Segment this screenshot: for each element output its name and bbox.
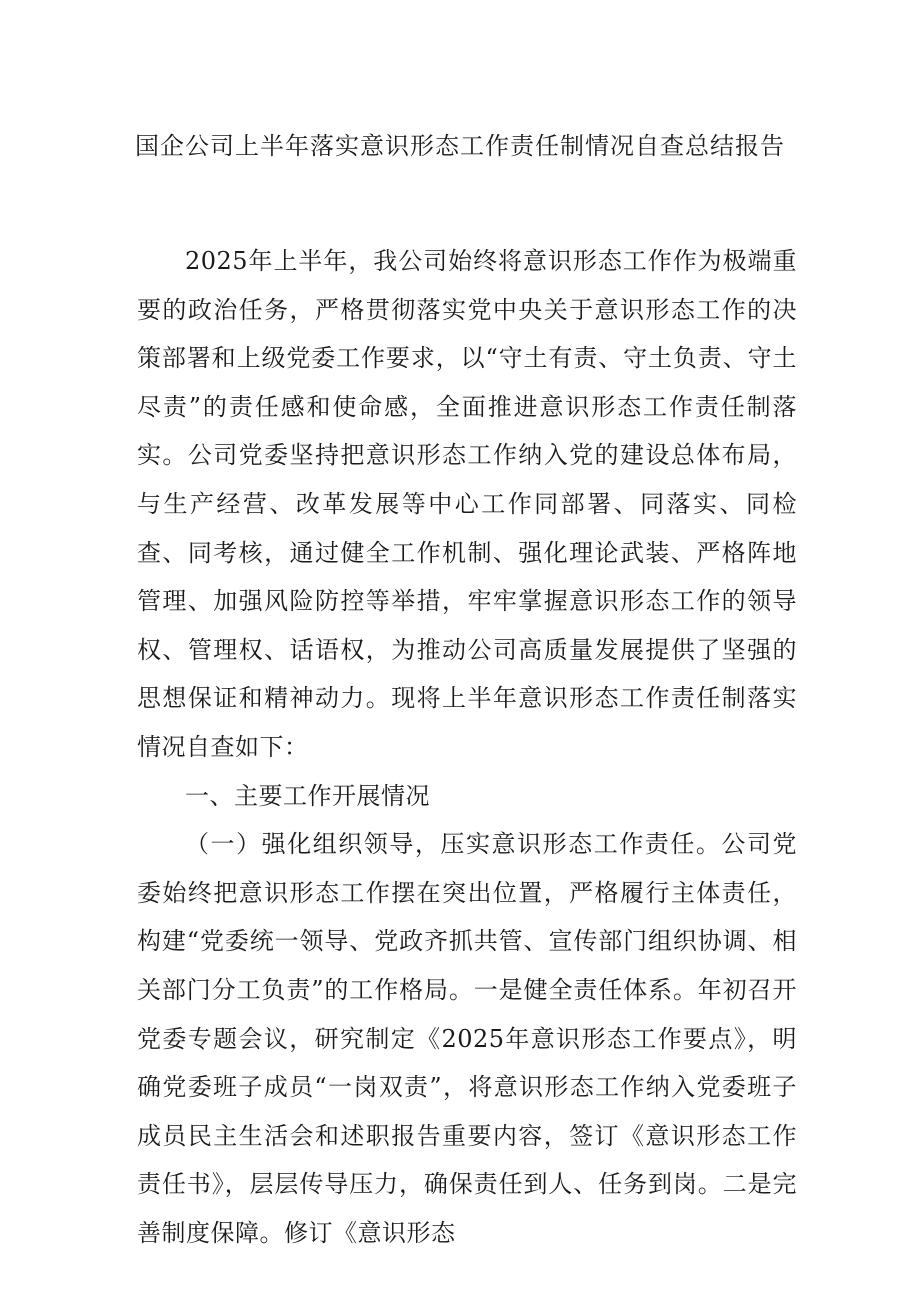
section-heading: 一、主要工作开展情况 [185,781,430,810]
intro-paragraph: 2025年上半年，我公司始终将意识形态工作作为极端重要的政治任务，严格贯彻落实党中央关于意识形态工作的决策部署和上级党委工作要求，以“守土有责、守土负责、守土尽责”的责任感和使命感，全面推进意识形态工作责任制落实。公司党委坚持把意识形态工作纳入党的建设总体布局，与生产经营、改革发展等中心工作同部署、同落实、同检查、同考核，通过健全工作机制、强化理论武装、严格阵地管理、加强风险防控等举措，牢牢掌握意识形态工作的领导权、管理权、话语权，为推动公司高质量发展提供了坚强的思想保证和精神动力。现将上半年意识形态工作责任制落实情况自查如下： [137,247,797,761]
document-body [137,237,797,1257]
document-title: 国企公司上半年落实意识形态工作责任制情况自查总结报告 [135,132,785,160]
body-paragraph: （一）强化组织领导，压实意识形态工作责任。公司党委始终把意识形态工作摆在突出位置，严格履行主体责任，构建“党委统一领导、党政齐抓共管、宣传部门组织协调、相关部门分工负责”的工作格局。一是健全责任体系。年初召开党委专题会议，研究制定《2025年意识形态工作要点》，明确党委班子成员“一岗双责”，将意识形态工作纳入党委班子成员民主生活会和述职报告重要内容，签订《意识形态工作责任书》，层层传导压力，确保责任到人、任务到岗。二是完善制度保障。修订《意识形态 [137,830,797,1247]
